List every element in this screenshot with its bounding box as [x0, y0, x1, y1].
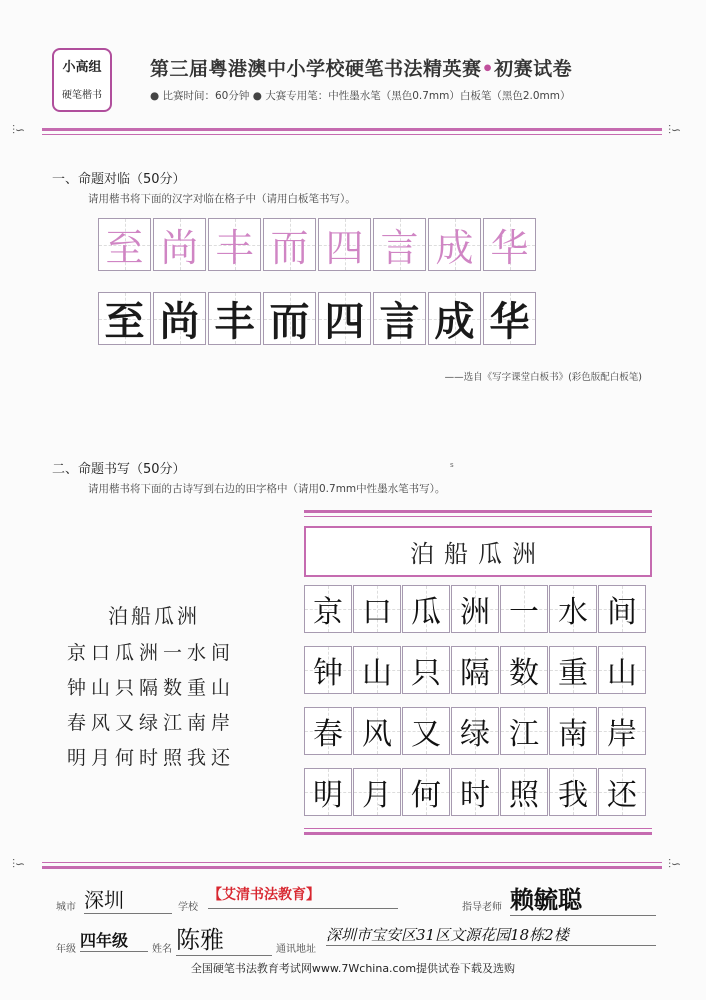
- address-field[interactable]: 深圳市宝安区31区文源花园18栋2楼: [326, 924, 656, 946]
- badge-style: 硬笔楷书: [62, 90, 102, 101]
- model-cell: 丰: [208, 218, 261, 271]
- model-cell: 至: [98, 218, 151, 271]
- ornament-left-icon: ⫶∽: [12, 857, 26, 871]
- scan-mark: s: [450, 461, 454, 469]
- grid-top-rule-thin: [304, 516, 652, 517]
- grid-cell[interactable]: 明: [304, 768, 352, 816]
- grid-cell[interactable]: 照: [500, 768, 548, 816]
- copy-cell[interactable]: 华: [483, 292, 536, 345]
- copy-cell[interactable]: 成: [428, 292, 481, 345]
- page-title: [150, 54, 572, 81]
- title-main: 第三届粤港澳中小学校硬笔书法精英赛: [150, 58, 482, 80]
- exam-info: ● 比赛时间：60分钟 ● 大赛专用笔：中性墨水笔（黑色0.7mm）白板笔（黑色2.0mm）: [150, 90, 571, 102]
- writing-grid: [304, 585, 647, 816]
- grid-top-rule: [304, 510, 652, 513]
- grid-cell[interactable]: 数: [500, 646, 548, 694]
- copy-cell[interactable]: 丰: [208, 292, 261, 345]
- grid-row: [304, 707, 647, 755]
- grid-cell[interactable]: 只: [402, 646, 450, 694]
- copy-cell[interactable]: 尚: [153, 292, 206, 345]
- teacher-label: 指导老师: [462, 902, 502, 913]
- grid-cell[interactable]: 岸: [598, 707, 646, 755]
- badge-group: 小高组: [62, 60, 102, 75]
- top-divider: [42, 128, 662, 131]
- address-label: 通讯地址: [276, 944, 316, 955]
- grid-row: [304, 768, 647, 816]
- grid-cell[interactable]: 京: [304, 585, 352, 633]
- grid-cell[interactable]: 隔: [451, 646, 499, 694]
- poem-line: 明月何时照我还: [67, 747, 236, 769]
- name-label: 姓名: [152, 944, 172, 955]
- grid-cell[interactable]: 又: [402, 707, 450, 755]
- grid-cell[interactable]: 风: [353, 707, 401, 755]
- grid-cell[interactable]: 间: [598, 585, 646, 633]
- copy-cell[interactable]: 至: [98, 292, 151, 345]
- source-note: ——选自《写字课堂白板书》(彩色版配白板笔): [444, 372, 642, 383]
- grid-bottom-rule-thin: [304, 828, 652, 829]
- grade-field[interactable]: 四年级: [80, 928, 148, 952]
- grid-cell[interactable]: 水: [549, 585, 597, 633]
- grid-cell[interactable]: 钟: [304, 646, 352, 694]
- copy-char-row: [98, 292, 538, 345]
- grid-cell[interactable]: 一: [500, 585, 548, 633]
- grid-cell[interactable]: 我: [549, 768, 597, 816]
- grid-bottom-rule: [304, 832, 652, 835]
- top-divider-thin: [42, 134, 662, 135]
- ornament-right-icon: ⫶∽: [668, 857, 682, 871]
- model-char-row: [98, 218, 538, 271]
- grid-cell[interactable]: 绿: [451, 707, 499, 755]
- name-field[interactable]: 陈雅: [176, 920, 272, 956]
- ornament-left-icon: ⫶∽: [12, 123, 26, 137]
- school-label: 学校: [178, 902, 198, 913]
- model-cell: 言: [373, 218, 426, 271]
- section1-heading: 一、命题对临（50分）: [52, 172, 186, 187]
- grid-cell[interactable]: 江: [500, 707, 548, 755]
- footer-note: 全国硬笔书法教育考试网www.7Wchina.com提供试卷下载及选购: [190, 962, 516, 975]
- grid-cell[interactable]: 月: [353, 768, 401, 816]
- bottom-divider: [42, 866, 662, 869]
- grid-cell[interactable]: 重: [549, 646, 597, 694]
- bottom-divider-thin: [42, 862, 662, 863]
- grid-cell[interactable]: 南: [549, 707, 597, 755]
- grid-cell[interactable]: 口: [353, 585, 401, 633]
- title-sub: 初赛试卷: [494, 58, 573, 80]
- poem-line: 钟山只隔数重山: [67, 677, 236, 699]
- grid-cell[interactable]: 山: [353, 646, 401, 694]
- group-badge: [52, 48, 112, 112]
- grid-cell[interactable]: 时: [451, 768, 499, 816]
- model-cell: 四: [318, 218, 371, 271]
- teacher-field[interactable]: 赖毓聪: [510, 880, 656, 916]
- copy-cell[interactable]: 而: [263, 292, 316, 345]
- copy-cell[interactable]: 言: [373, 292, 426, 345]
- grid-cell[interactable]: 何: [402, 768, 450, 816]
- grid-title: 泊船瓜洲: [304, 526, 652, 577]
- model-cell: 而: [263, 218, 316, 271]
- grid-cell[interactable]: 山: [598, 646, 646, 694]
- grid-cell[interactable]: 洲: [451, 585, 499, 633]
- copy-cell[interactable]: 四: [318, 292, 371, 345]
- grid-row: [304, 585, 647, 633]
- section1-instruction: 请用楷书将下面的汉字对临在格子中（请用白板笔书写）。: [88, 193, 356, 205]
- model-cell: 成: [428, 218, 481, 271]
- grid-cell[interactable]: 瓜: [402, 585, 450, 633]
- grid-row: [304, 646, 647, 694]
- section2-heading: 二、命题书写（50分）: [52, 462, 186, 477]
- poem-title: 泊船瓜洲: [108, 604, 200, 628]
- model-cell: 华: [483, 218, 536, 271]
- grade-label: 年级: [56, 944, 76, 955]
- poem-line: 京口瓜洲一水间: [67, 642, 236, 664]
- title-dot: •: [481, 58, 495, 80]
- grid-cell[interactable]: 春: [304, 707, 352, 755]
- city-field[interactable]: 深圳: [84, 884, 172, 914]
- grid-cell[interactable]: 还: [598, 768, 646, 816]
- model-cell: 尚: [153, 218, 206, 271]
- section2-instruction: 请用楷书将下面的古诗写到右边的田字格中（请用0.7mm中性墨水笔书写）。: [88, 483, 446, 495]
- school-field[interactable]: 【艾清书法教育】: [208, 884, 398, 909]
- ornament-right-icon: ⫶∽: [668, 123, 682, 137]
- poem-line: 春风又绿江南岸: [67, 712, 236, 734]
- city-label: 城市: [56, 902, 76, 913]
